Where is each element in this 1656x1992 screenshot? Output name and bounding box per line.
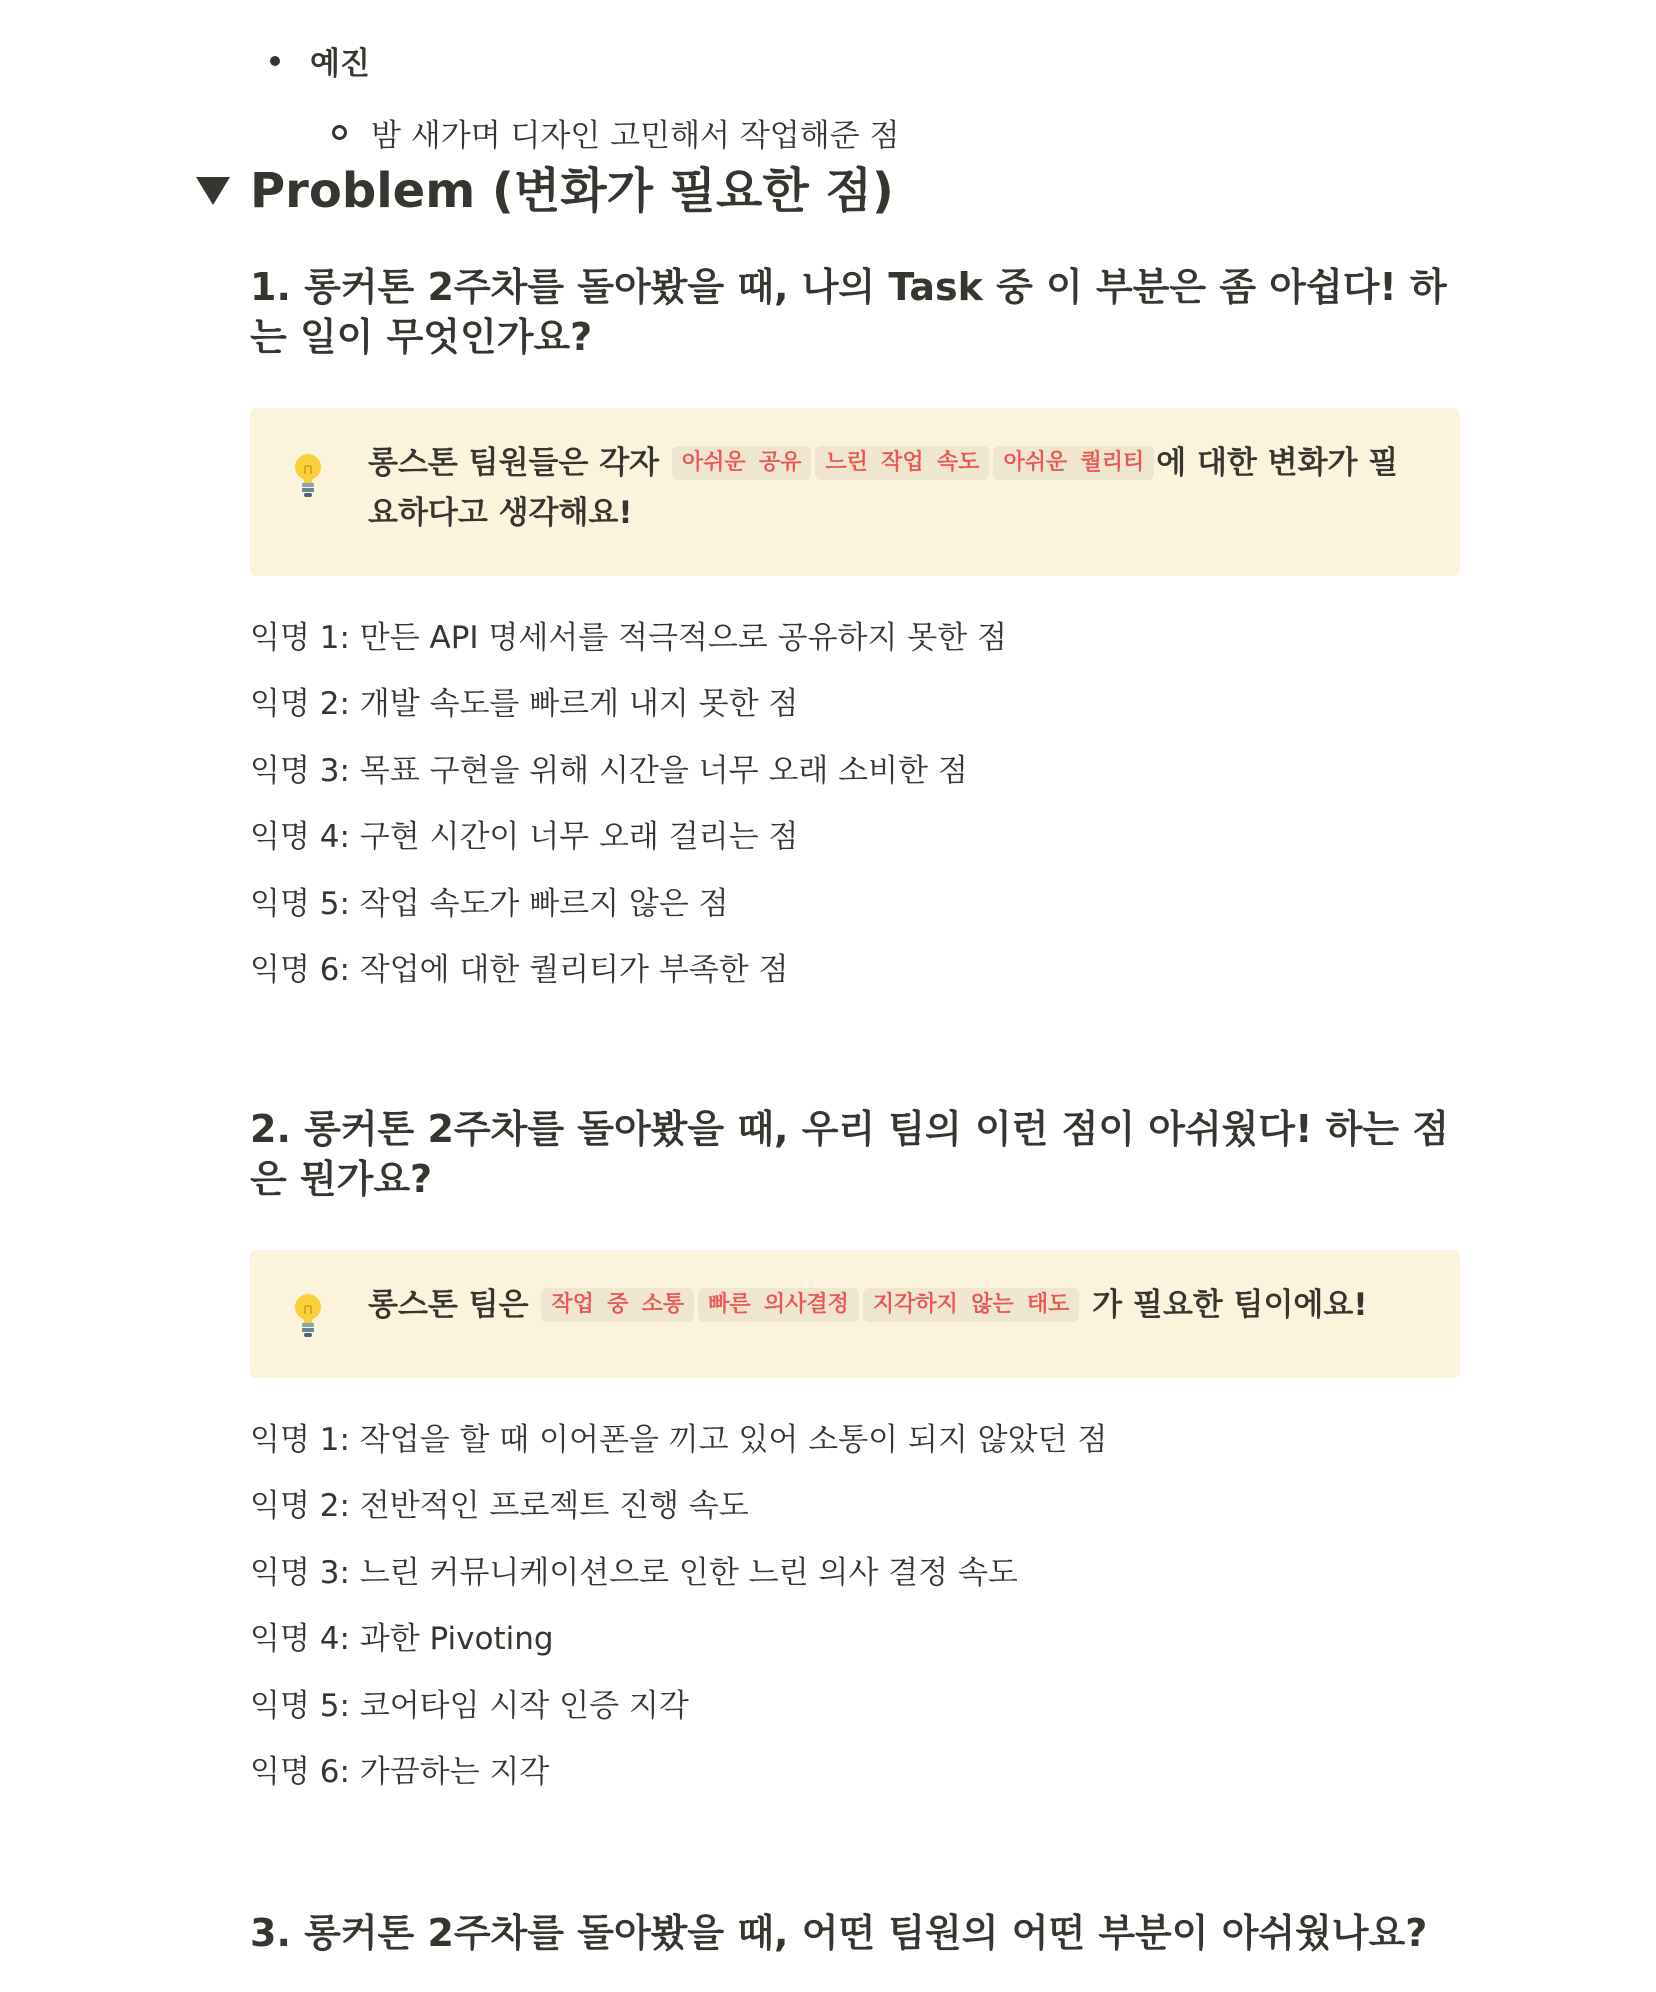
bullet-name-text: 예진 (310, 46, 370, 82)
answer-line: 익명 2: 전반적인 프로젝트 진행 속도 (250, 1488, 749, 1524)
answer-line: 익명 5: 코어타임 시작 인증 지각 (250, 1688, 689, 1724)
tag-code: 느린 작업 속도 (815, 446, 989, 480)
question-1-heading: 1. 롱커톤 2주차를 돌아봤을 때, 나의 Task 중 이 부분은 좀 아쉽다! 하는 일이 무엇인가요? (250, 265, 1447, 359)
lightbulb-icon (292, 452, 324, 498)
tag-code: 지각하지 않는 태도 (863, 1288, 1080, 1322)
callout-prefix: 롱스톤 팀은 (368, 1287, 529, 1323)
callout-prefix: 롱스톤 팀원들은 각자 (368, 445, 660, 481)
bullet-item-name (270, 38, 370, 83)
answer-line: 익명 4: 과한 Pivoting (250, 1621, 554, 1657)
callout-q2 (250, 1250, 1460, 1378)
sub-bullet-item (332, 110, 899, 155)
answer-line: 익명 1: 만든 API 명세서를 적극적으로 공유하지 못한 점 (250, 620, 1007, 656)
sub-bullet-text: 밤 새가며 디자인 고민해서 작업해준 점 (371, 118, 900, 154)
answer-line: 익명 6: 작업에 대한 퀄리티가 부족한 점 (250, 952, 789, 988)
answer-line: 익명 3: 느린 커뮤니케이션으로 인한 느린 의사 결정 속도 (250, 1555, 1018, 1591)
toggle-triangle-icon[interactable] (196, 177, 230, 205)
answer-line: 익명 1: 작업을 할 때 이어폰을 끼고 있어 소통이 되지 않았던 점 (250, 1422, 1108, 1458)
callout-q1 (250, 408, 1460, 576)
sub-bullet-ring (332, 125, 347, 140)
callout-suffix: 에 대한 변화가 필요하다고 생각해요! (368, 445, 1399, 531)
tag-code: 아쉬운 공유 (672, 446, 812, 480)
answer-line: 익명 3: 목표 구현을 위해 시간을 너무 오래 소비한 점 (250, 753, 968, 789)
tag-code: 아쉬운 퀄리티 (993, 446, 1154, 480)
question-2-heading: 2. 롱커톤 2주차를 돌아봤을 때, 우리 팀의 이런 점이 아쉬웠다! 하는 점은 뭔가요? (250, 1107, 1450, 1201)
tag-code: 작업 중 소통 (541, 1288, 694, 1322)
answer-line: 익명 4: 구현 시간이 너무 오래 걸리는 점 (250, 819, 799, 855)
callout-suffix: 가 필요한 팀이에요! (1092, 1287, 1368, 1323)
bullet-dot (270, 56, 280, 66)
problem-heading: Problem (변화가 필요한 점) (250, 163, 894, 219)
question-3-heading: 3. 롱커톤 2주차를 돌아봤을 때, 어떤 팀원의 어떤 부분이 아쉬웠나요? (250, 1911, 1428, 1955)
answer-line: 익명 2: 개발 속도를 빠르게 내지 못한 점 (250, 686, 799, 722)
tag-code: 빠른 의사결정 (698, 1288, 859, 1322)
lightbulb-icon (292, 1292, 324, 1338)
problem-toggle[interactable] (196, 160, 894, 222)
callout-text-q2 (368, 1280, 1420, 1330)
answer-line: 익명 5: 작업 속도가 빠르지 않은 점 (250, 886, 729, 922)
callout-text-q1 (368, 438, 1420, 538)
answer-line: 익명 6: 가끔하는 지각 (250, 1754, 550, 1790)
